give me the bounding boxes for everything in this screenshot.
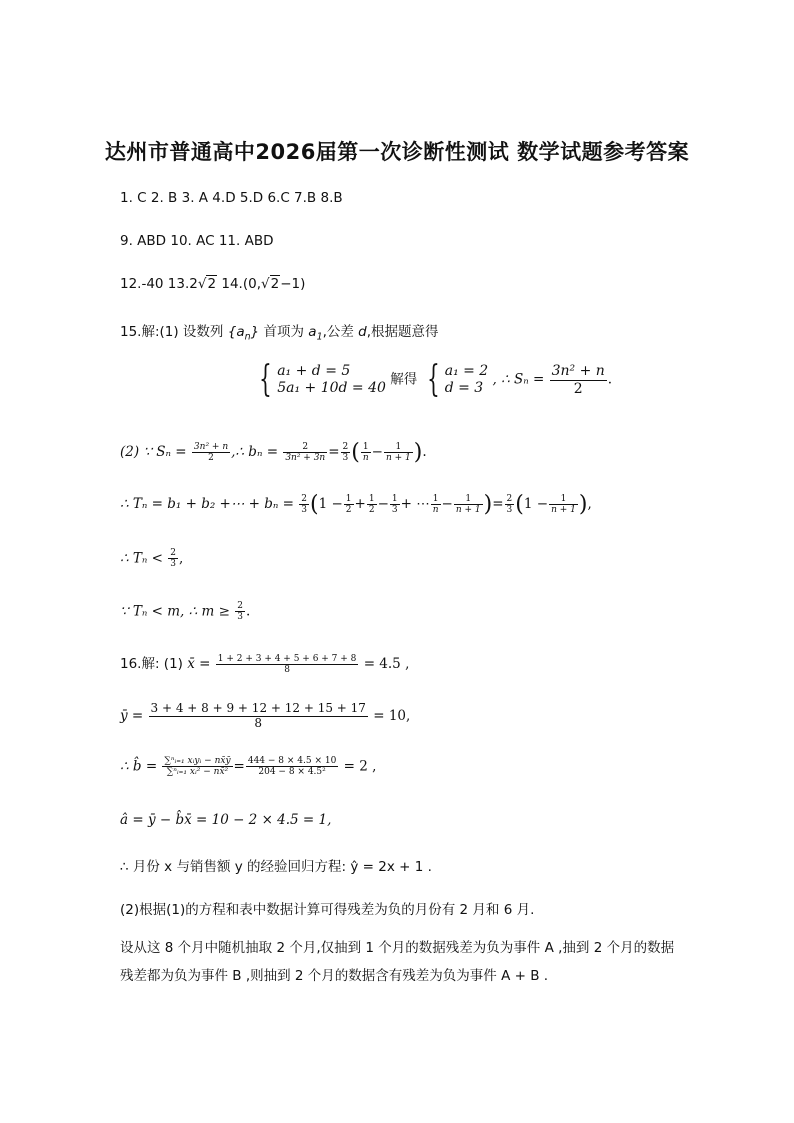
tn-final — [549, 494, 578, 516]
answers-line-2: 9. ABD 10. AC 11. ABD — [120, 233, 274, 249]
bhat-den: ∑ⁿᵢ₌₁ xᵢ² − nx̄² — [166, 767, 229, 778]
sn-small-den: 2 — [208, 453, 214, 463]
bn-label: ,∴ bₙ = — [231, 444, 279, 460]
eq-sign-2: = — [492, 496, 504, 512]
hb-num: 1 — [368, 493, 375, 504]
bhat-eq: = — [233, 758, 245, 775]
xbar-label: x̄ = — [187, 656, 211, 672]
sn-label: , ∴ Sₙ = — [492, 371, 545, 388]
tn-1n — [431, 494, 441, 516]
tt2-num: 2 — [506, 493, 513, 504]
f1-num: 1 — [361, 442, 371, 453]
t-den: 3 — [391, 505, 398, 515]
tn-lt: ∴ Tₙ < — [120, 550, 163, 567]
tn-third — [390, 494, 400, 516]
answers-line-1: 1. C 2. B 3. A 4.D 5.D 6.C 7.B 8.B — [120, 190, 343, 206]
h-num: 1 — [345, 493, 352, 504]
dots: + ⋯ — [400, 496, 430, 512]
eq-2: 5a₁ + 10d = 40 — [277, 380, 386, 396]
sol-2: d = 3 — [444, 380, 484, 396]
answers-line-3: 12.-40 13.2√2 14.(0,√2−1) — [120, 276, 306, 292]
q15-tn-lt — [120, 548, 183, 570]
sn-fraction — [550, 363, 607, 396]
tn-one-minus: 1 − — [318, 496, 343, 512]
xbar-num: 1 + 2 + 3 + 4 + 5 + 6 + 7 + 8 — [217, 653, 357, 664]
bhat-frac — [162, 756, 232, 778]
q15-heading — [120, 320, 439, 343]
sqrt-2-b: 2 — [270, 276, 280, 292]
part2-sn: (2) ∵ Sₙ = — [120, 444, 187, 460]
bhat-frac-2 — [246, 756, 338, 778]
sn-den: 2 — [573, 380, 583, 397]
sn-frac-small — [192, 442, 230, 464]
q16-paragraph: 设从这 8 个月中随机抽取 2 个月,仅抽到 1 个月的数据残差为负为事件 A ,抽到 2 个月的数据残差都为负为事件 B ,则抽到 2 个月的数据含有残差为负为事件 A + B . — [120, 940, 675, 984]
tn-two-thirds — [299, 494, 309, 516]
m-den: 3 — [237, 612, 243, 623]
tn-tt-den: 3 — [301, 505, 307, 515]
var-d: d — [358, 324, 367, 340]
n-num: 1 — [431, 494, 441, 505]
bn-num: 2 — [283, 442, 327, 453]
fin-den: n + 1 — [551, 505, 576, 515]
q16-bhat — [120, 756, 376, 778]
ybar-num: 3 + 4 + 8 + 9 + 12 + 12 + 15 + 17 — [150, 701, 366, 715]
n1-num: 1 — [454, 494, 483, 505]
frac-1-n — [361, 442, 371, 464]
bhat-den2: 204 − 8 × 4.5² — [258, 767, 326, 778]
bhat-val: = 2 , — [343, 758, 377, 775]
xbar-frac — [216, 654, 359, 676]
sqrt-2: 2 — [207, 276, 217, 292]
xbar-val: = 4.5 , — [363, 656, 410, 672]
q15-heading-mid: 首项为 — [263, 324, 304, 340]
ybar-label: ȳ = — [120, 707, 144, 724]
minus: − — [371, 444, 383, 460]
q16-part2: (2)根据(1)的方程和表中数据计算可得残差为负的月份有 2 月和 6 月. — [120, 902, 535, 918]
q15-part2: (2) ∵ Sₙ = $\frac{\text{3n² + n}}{2}$ ,∴ bₙ = $\frac{2}{\text{3n² + 3n}}$ = $\frac{2}{3}$ ( $\frac{1}{n}$ − $\frac{1}{n + 1}$ ). — [120, 440, 427, 465]
brace-1: { — [259, 359, 272, 400]
tn-half — [344, 494, 354, 516]
document-title: 达州市普通高中2026届第一次诊断性测试 数学试题参考答案 — [104, 140, 690, 164]
q16-regression: ∴ 月份 x 与销售额 y 的经验回归方程: ŷ = 2x + 1 . — [120, 859, 432, 875]
tn-lt-frac — [168, 548, 178, 570]
h-den: 2 — [345, 505, 352, 515]
q15-m — [120, 601, 250, 623]
period: . — [607, 371, 613, 388]
comma-2: , — [179, 550, 184, 567]
q15-system — [254, 359, 613, 400]
tt-den: 3 — [342, 453, 349, 463]
tt2-den: 3 — [506, 505, 513, 515]
tn-half-b — [367, 494, 377, 516]
bhat-num: ∑ⁿᵢ₌₁ xᵢyᵢ − nx̄ȳ — [164, 756, 231, 766]
f1-den: n — [362, 453, 369, 463]
solved-label: 解得 — [390, 371, 418, 388]
answer-12-13: 12.-40 13.2 — [120, 276, 198, 292]
lt-num: 2 — [170, 548, 176, 558]
tn-tt-num: 2 — [301, 493, 307, 504]
minus-b: − — [377, 496, 389, 512]
lt-den: 3 — [170, 559, 176, 570]
q16-heading-text: 16.解: (1) — [120, 656, 183, 672]
m-num: 2 — [237, 601, 243, 611]
t-num: 1 — [391, 493, 398, 504]
eq-sign: = — [328, 444, 340, 460]
seq-an: $\{a_n\}$ — [227, 324, 260, 343]
ybar-den: 8 — [254, 715, 263, 730]
fin-num: 1 — [549, 494, 578, 505]
hb-den: 2 — [368, 505, 375, 515]
q16-heading — [120, 652, 409, 675]
plus: + — [354, 496, 366, 512]
n1-den: n + 1 — [455, 505, 481, 515]
bhat-num2: 444 − 8 × 4.5 × 10 — [247, 756, 337, 766]
tn-one-minus-2: 1 − — [523, 496, 549, 512]
system-1 — [277, 363, 386, 397]
sol-1: a₁ = 2 — [444, 363, 489, 379]
ybar-frac — [149, 702, 368, 731]
frac-1-n1 — [384, 442, 413, 464]
f2-num: 1 — [384, 442, 413, 453]
tn-tt-2 — [505, 494, 515, 516]
bn-den: 3n² + 3n — [285, 453, 326, 463]
system-2 — [445, 363, 489, 397]
n-den: n — [432, 505, 439, 515]
q15-tn: ∴ Tₙ = b₁ + b₂ +⋯ + bₙ = $\frac{2}{3}$ (1 − $\frac{1}{2}$ + $\frac{1}{2}$ − $\frac{1}{3}$ + ⋯ $\frac{1}{n}$ − $\frac{1}{n + 1}$ )= $\frac{2}{3}$ (1 − $\frac{1}{n + 1}$ ), — [120, 492, 592, 517]
brace-2: { — [426, 359, 440, 400]
bhat-label: ∴ b̂ = — [120, 758, 158, 775]
tn-1n1 — [454, 494, 483, 516]
m-frac — [235, 601, 245, 623]
tt-num: 2 — [342, 441, 349, 452]
period-2: . — [422, 444, 427, 460]
q16-ybar — [120, 702, 410, 731]
tn-sum: ∴ Tₙ = b₁ + b₂ +⋯ + bₙ = — [120, 496, 294, 512]
eq-1: a₁ + d = 5 — [277, 363, 351, 379]
var-a1: $a_1$ — [308, 324, 323, 343]
sn-small-num: 3n² + n — [193, 441, 229, 452]
two-thirds — [341, 442, 351, 464]
xbar-den: 8 — [284, 665, 290, 675]
period-3: . — [245, 603, 251, 620]
comma: , — [587, 496, 592, 512]
sn-num: 3n² + n — [551, 363, 605, 380]
minus-c: − — [441, 496, 453, 512]
f2-den: n + 1 — [385, 453, 411, 463]
q15-heading-text: 15.解:(1) 设数列 — [120, 324, 224, 340]
m-line: ∵ Tₙ < m, ∴ m ≥ — [120, 603, 230, 620]
answer-14-end: −1) — [280, 276, 306, 292]
answer-14: 14.(0, — [217, 276, 261, 292]
bn-frac — [283, 442, 327, 464]
q15-heading-mid2: ,公差 — [322, 324, 354, 340]
q15-heading-end: ,根据题意得 — [366, 324, 439, 340]
ybar-val: = 10, — [373, 707, 411, 724]
q16-ahat: â = ȳ − b̂x̄ = 10 − 2 × 4.5 = 1, — [120, 812, 332, 828]
